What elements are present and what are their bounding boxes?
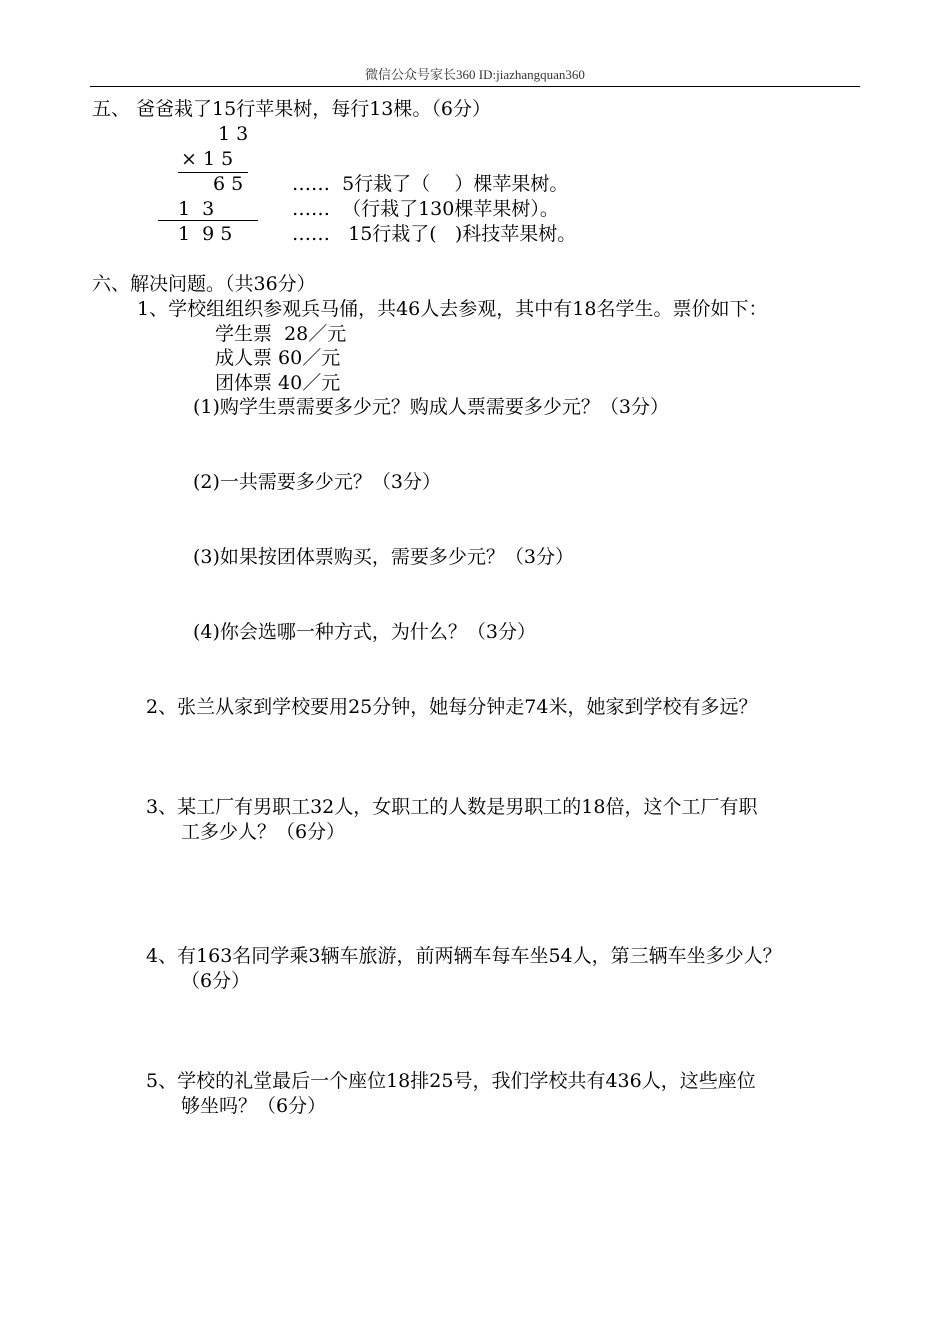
calc-partial-2: 1 3 (178, 198, 215, 220)
question-4-line-2: （6分） (181, 970, 251, 992)
question-5-line-1: 5、学校的礼堂最后一个座位18排25号，我们学校共有436人，这些座位 (146, 1070, 756, 1092)
header-rule (90, 86, 860, 87)
question-3-line-1: 3、某工厂有男职工32人，女职工的人数是男职工的18倍，这个工厂有职 (146, 796, 758, 818)
section-5-title: 五、 爸爸栽了15行苹果树，每行13棵。（6分） (92, 98, 491, 120)
price-student: 学生票 28／元 (215, 323, 347, 345)
question-1-sub-3: (3)如果按团体票购买，需要多少元？（3分） (193, 546, 575, 568)
calc-note-1: …… 5行栽了（ ）棵苹果树。 (292, 173, 569, 195)
calc-note-3: …… 15行栽了( )科技苹果树。 (292, 223, 577, 245)
question-3-line-2: 工多少人？（6分） (181, 821, 346, 843)
question-4-line-1: 4、有163名同学乘3辆车旅游，前两辆车每车坐54人，第三辆车坐多少人？ (146, 945, 782, 967)
question-1: 1、学校组组织参观兵马俑，共46人去参观，其中有18名学生。票价如下： (137, 298, 768, 320)
section-6-title: 六、解决问题。（共36分） (92, 273, 316, 295)
calc-note-2: …… （行栽了130棵苹果树）。 (292, 198, 559, 220)
question-1-sub-1: (1)购学生票需要多少元？购成人票需要多少元？（3分） (193, 396, 670, 418)
page-header: 微信公众号家长360 ID:jiazhangquan360 (365, 67, 585, 82)
question-5-line-2: 够坐吗？（6分） (181, 1095, 327, 1117)
question-2: 2、张兰从家到学校要用25分钟，她每分钟走74米，她家到学校有多远？ (146, 696, 758, 718)
calc-partial-1: 6 5 (213, 173, 244, 195)
question-1-sub-2: (2)一共需要多少元？（3分） (193, 471, 442, 493)
calc-multiplier: × 1 5 (181, 148, 234, 170)
calc-multiplicand: 1 3 (218, 123, 249, 145)
calc-line-2 (158, 220, 258, 221)
question-1-sub-4: (4)你会选哪一种方式，为什么？（3分） (193, 621, 537, 643)
price-adult: 成人票 60／元 (215, 347, 341, 369)
price-group: 团体票 40／元 (215, 372, 341, 394)
calc-result: 1 9 5 (178, 223, 233, 245)
